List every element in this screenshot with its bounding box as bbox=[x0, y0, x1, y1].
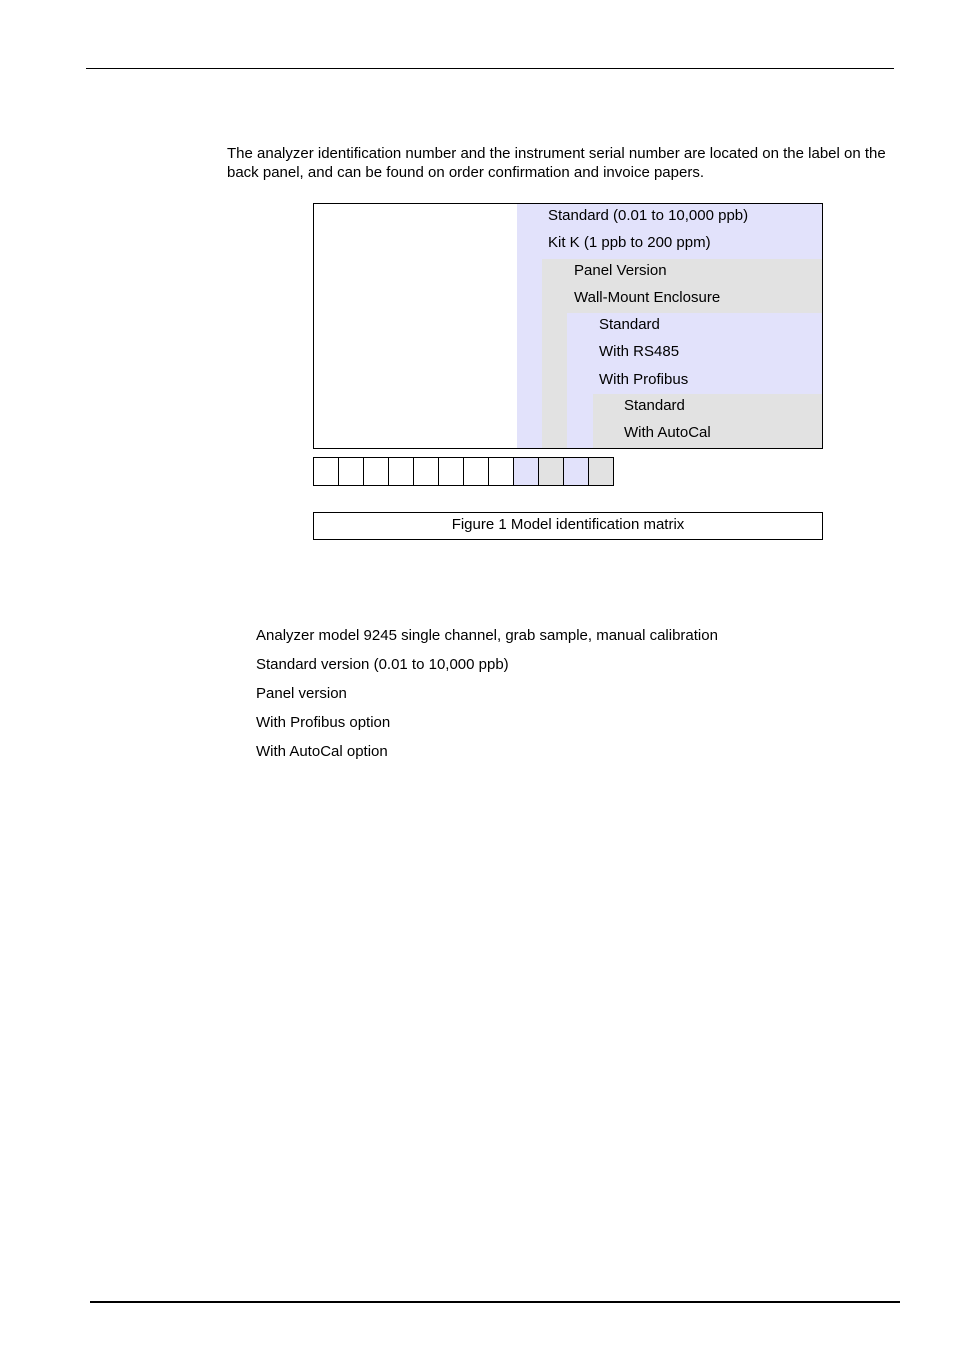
example-line: Analyzer model 9245 single channel, grab sample, manual calibration bbox=[256, 627, 718, 644]
figure-caption: Figure 1 Model identification matrix bbox=[313, 512, 823, 540]
model-identification-matrix bbox=[313, 203, 823, 449]
matrix-option: With RS485 bbox=[599, 343, 680, 361]
intro-paragraph: The analyzer identification number and the instrument serial number are located on the label on the back panel, and can be found on order confirmation and invoice papers. bbox=[227, 145, 886, 181]
matrix-option: With AutoCal bbox=[624, 424, 711, 442]
matrix-option: Standard bbox=[599, 316, 660, 333]
matrix-option: Standard (0.01 to 10,000 ppb) bbox=[548, 207, 749, 224]
code-cell bbox=[564, 458, 589, 485]
code-cell bbox=[464, 458, 489, 485]
code-cell bbox=[514, 458, 539, 485]
matrix-option: Kit K (1 ppb to 200 ppm) bbox=[548, 234, 711, 252]
code-cell bbox=[414, 458, 439, 485]
matrix-option: Wall-Mount Enclosure bbox=[574, 289, 721, 307]
example-line: Panel version bbox=[256, 685, 347, 702]
example-line: With Profibus option bbox=[256, 714, 391, 731]
code-cell bbox=[489, 458, 514, 485]
code-cell bbox=[539, 458, 564, 485]
code-cell bbox=[389, 458, 414, 485]
example-line: Standard version (0.01 to 10,000 ppb) bbox=[256, 656, 509, 673]
model-code-boxes bbox=[313, 457, 614, 486]
example-line: With AutoCal option bbox=[256, 743, 388, 760]
code-cell bbox=[439, 458, 464, 485]
code-cell bbox=[589, 458, 614, 485]
example-model-description bbox=[256, 622, 718, 767]
matrix-option: Panel Version bbox=[574, 262, 667, 279]
footer-rule bbox=[90, 1301, 900, 1303]
header-rule bbox=[86, 68, 894, 69]
code-cell bbox=[339, 458, 364, 485]
code-cell bbox=[314, 458, 339, 485]
code-cell bbox=[364, 458, 389, 485]
matrix-option: With Profibus bbox=[599, 370, 689, 388]
matrix-option: Standard bbox=[624, 397, 685, 414]
